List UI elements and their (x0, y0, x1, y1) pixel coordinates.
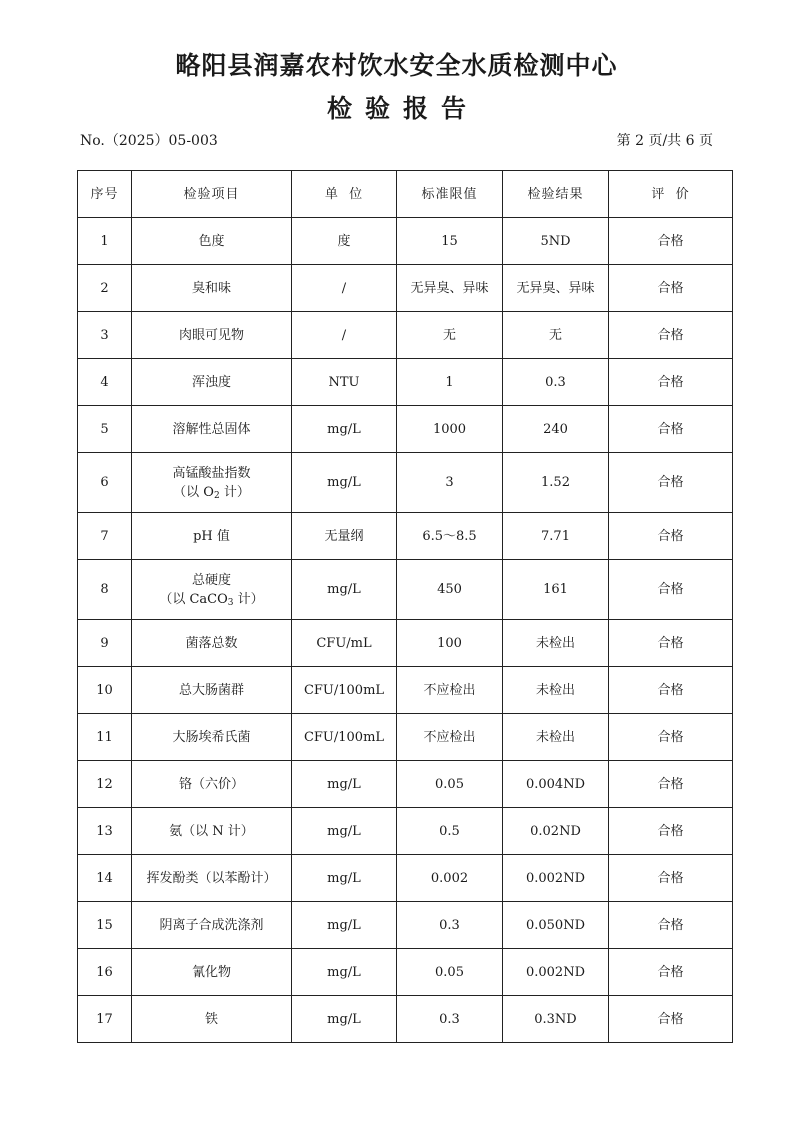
table-row (78, 312, 733, 359)
cell-item: pH 值 (132, 513, 292, 560)
cell-unit: mg/L (292, 996, 397, 1043)
cell-unit: CFU/100mL (292, 714, 397, 761)
cell-result: 0.050ND (503, 902, 609, 949)
cell-verdict: 合格 (609, 312, 733, 359)
results-table (77, 170, 733, 1043)
cell-no: 7 (78, 513, 132, 560)
column-header-verdict: 评 价 (609, 171, 733, 218)
cell-result: 未检出 (503, 714, 609, 761)
cell-item: 铁 (132, 996, 292, 1043)
cell-item (132, 560, 292, 620)
table-row (78, 761, 733, 808)
cell-item: 铬（六价） (132, 761, 292, 808)
cell-limit: 1 (397, 359, 503, 406)
cell-item (132, 453, 292, 513)
table-row (78, 714, 733, 761)
cell-verdict: 合格 (609, 714, 733, 761)
cell-no: 11 (78, 714, 132, 761)
cell-limit: 1000 (397, 406, 503, 453)
cell-verdict: 合格 (609, 855, 733, 902)
cell-no: 10 (78, 667, 132, 714)
cell-verdict: 合格 (609, 513, 733, 560)
column-header-item: 检验项目 (132, 171, 292, 218)
cell-limit: 3 (397, 453, 503, 513)
report-number: No.（2025）05-003 (80, 133, 218, 149)
cell-unit: mg/L (292, 949, 397, 996)
table-header-row (78, 171, 733, 218)
cell-item: 浑浊度 (132, 359, 292, 406)
cell-result: 7.71 (503, 513, 609, 560)
cell-item: 肉眼可见物 (132, 312, 292, 359)
cell-verdict: 合格 (609, 667, 733, 714)
cell-limit: 15 (397, 218, 503, 265)
cell-no: 17 (78, 996, 132, 1043)
column-header-result: 检验结果 (503, 171, 609, 218)
cell-unit: mg/L (292, 761, 397, 808)
table-row (78, 218, 733, 265)
table-row (78, 406, 733, 453)
cell-result: 0.002ND (503, 855, 609, 902)
cell-limit: 无 (397, 312, 503, 359)
table-row (78, 359, 733, 406)
cell-verdict: 合格 (609, 265, 733, 312)
cell-item: 氨（以 N 计） (132, 808, 292, 855)
cell-no: 9 (78, 620, 132, 667)
cell-no: 6 (78, 453, 132, 513)
cell-no: 15 (78, 902, 132, 949)
cell-unit: CFU/100mL (292, 667, 397, 714)
table-row (78, 808, 733, 855)
cell-limit: 不应检出 (397, 714, 503, 761)
cell-verdict: 合格 (609, 359, 733, 406)
cell-item: 臭和味 (132, 265, 292, 312)
cell-unit: mg/L (292, 560, 397, 620)
cell-limit: 0.3 (397, 902, 503, 949)
cell-limit: 100 (397, 620, 503, 667)
cell-unit: mg/L (292, 406, 397, 453)
cell-limit: 0.05 (397, 761, 503, 808)
cell-no: 13 (78, 808, 132, 855)
item-name: 总硬度 (191, 572, 231, 588)
cell-verdict: 合格 (609, 620, 733, 667)
cell-result: 0.3ND (503, 996, 609, 1043)
item-note: （以 $O_2$ 计） (173, 484, 250, 501)
cell-result: 无 (503, 312, 609, 359)
cell-item: 挥发酚类（以苯酚计） (132, 855, 292, 902)
cell-limit: 6.5～8.5 (397, 513, 503, 560)
cell-verdict: 合格 (609, 453, 733, 513)
column-header-unit: 单 位 (292, 171, 397, 218)
cell-verdict: 合格 (609, 902, 733, 949)
cell-limit: 0.002 (397, 855, 503, 902)
cell-unit: 无量纲 (292, 513, 397, 560)
cell-result: 5ND (503, 218, 609, 265)
table-row (78, 902, 733, 949)
cell-unit: mg/L (292, 855, 397, 902)
item-note: （以 CaCO$_3$ 计） (159, 591, 264, 608)
cell-verdict: 合格 (609, 761, 733, 808)
cell-limit: 0.5 (397, 808, 503, 855)
cell-verdict: 合格 (609, 949, 733, 996)
cell-item: 大肠埃希氏菌 (132, 714, 292, 761)
cell-item: 氰化物 (132, 949, 292, 996)
cell-no: 12 (78, 761, 132, 808)
column-header-limit: 标准限值 (397, 171, 503, 218)
cell-result: 240 (503, 406, 609, 453)
cell-limit: 不应检出 (397, 667, 503, 714)
cell-no: 3 (78, 312, 132, 359)
page-indicator: 第 2 页/共 6 页 (616, 133, 713, 149)
cell-result: 161 (503, 560, 609, 620)
organization-name: 略阳县润嘉农村饮水安全水质检测中心 (175, 51, 618, 80)
cell-no: 5 (78, 406, 132, 453)
item-name: 高锰酸盐指数 (172, 465, 251, 481)
cell-no: 4 (78, 359, 132, 406)
cell-limit: 450 (397, 560, 503, 620)
column-header-no: 序号 (78, 171, 132, 218)
cell-limit: 无异臭、异味 (397, 265, 503, 312)
report-title: 检验报告 (326, 94, 479, 123)
cell-result: 未检出 (503, 620, 609, 667)
cell-unit: / (292, 312, 397, 359)
cell-item: 溶解性总固体 (132, 406, 292, 453)
cell-result: 未检出 (503, 667, 609, 714)
cell-no: 14 (78, 855, 132, 902)
cell-result: 无异臭、异味 (503, 265, 609, 312)
cell-verdict: 合格 (609, 406, 733, 453)
cell-unit: mg/L (292, 808, 397, 855)
table-row (78, 855, 733, 902)
cell-no: 8 (78, 560, 132, 620)
cell-limit: 0.05 (397, 949, 503, 996)
cell-unit: CFU/mL (292, 620, 397, 667)
cell-unit: / (292, 265, 397, 312)
table-row (78, 667, 733, 714)
table-row (78, 453, 733, 513)
cell-item: 总大肠菌群 (132, 667, 292, 714)
table-row (78, 265, 733, 312)
cell-unit: mg/L (292, 453, 397, 513)
cell-no: 1 (78, 218, 132, 265)
table-row (78, 996, 733, 1043)
cell-unit: mg/L (292, 902, 397, 949)
cell-result: 0.004ND (503, 761, 609, 808)
table-row (78, 560, 733, 620)
cell-verdict: 合格 (609, 996, 733, 1043)
cell-result: 1.52 (503, 453, 609, 513)
cell-item: 菌落总数 (132, 620, 292, 667)
cell-result: 0.3 (503, 359, 609, 406)
cell-no: 2 (78, 265, 132, 312)
table-row (78, 949, 733, 996)
cell-unit: NTU (292, 359, 397, 406)
cell-no: 16 (78, 949, 132, 996)
table-row (78, 620, 733, 667)
cell-result: 0.002ND (503, 949, 609, 996)
cell-verdict: 合格 (609, 808, 733, 855)
cell-item: 色度 (132, 218, 292, 265)
cell-limit: 0.3 (397, 996, 503, 1043)
cell-result: 0.02ND (503, 808, 609, 855)
cell-verdict: 合格 (609, 218, 733, 265)
cell-unit: 度 (292, 218, 397, 265)
cell-item: 阴离子合成洗涤剂 (132, 902, 292, 949)
cell-verdict: 合格 (609, 560, 733, 620)
table-row (78, 513, 733, 560)
